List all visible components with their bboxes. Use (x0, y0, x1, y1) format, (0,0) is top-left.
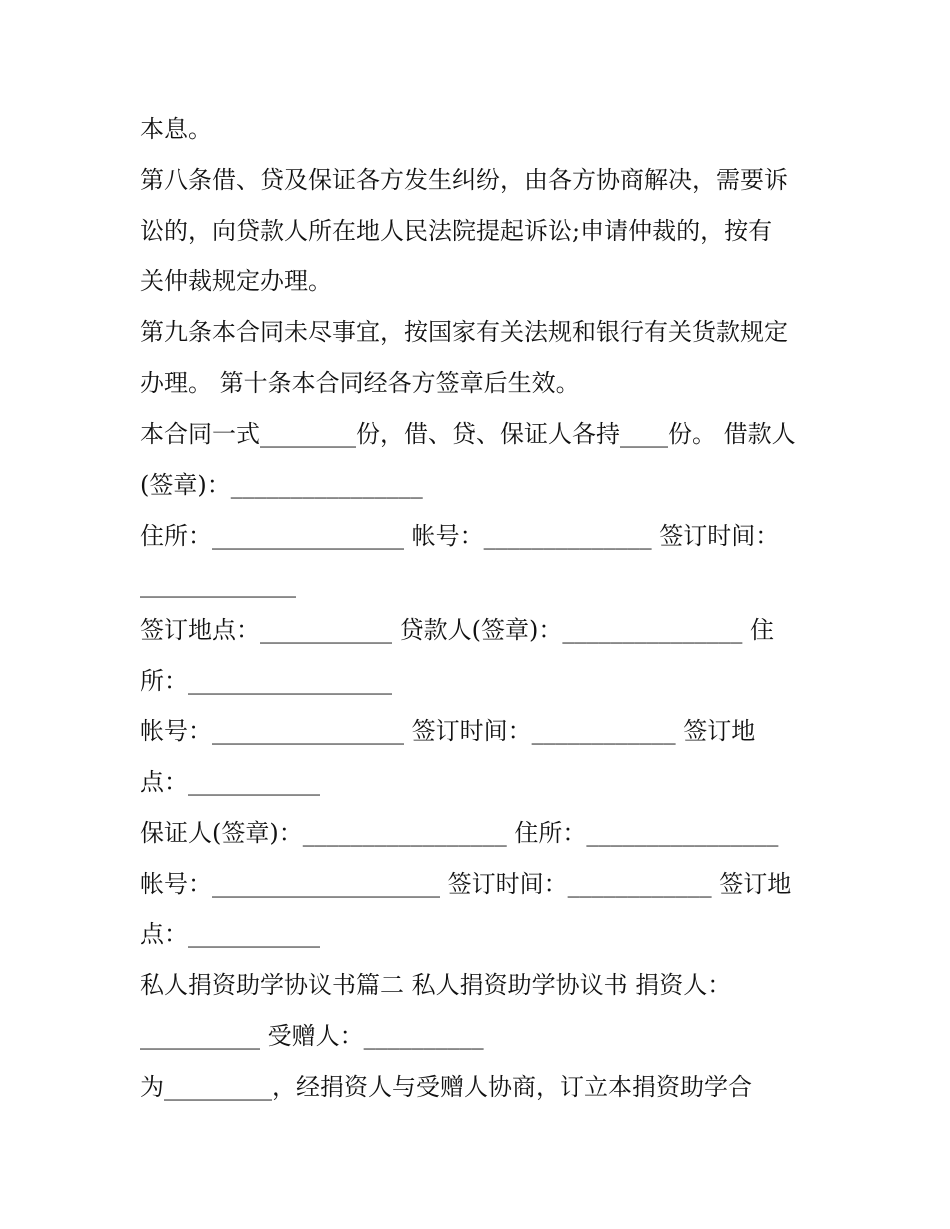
text-line: 本合同一式________份，借、贷、保证人各持____份。 借款人 (140, 420, 796, 448)
text-line: __________ 受赠人：__________ (140, 1022, 484, 1050)
text-line: 帐号：___________________ 签订时间：____________ 签订地 (140, 870, 792, 898)
text-line: (签章)：________________ (140, 471, 423, 499)
text-line: 签订地点：___________ 贷款人(签章)：_______________ 住 (140, 616, 774, 644)
text-line: 私人捐资助学协议书篇二 私人捐资助学协议书 捐资人： (140, 971, 732, 999)
text-line: 住所：________________ 帐号：______________ 签订时间： (140, 522, 780, 550)
text-line: 保证人(签章)：_________________ 住所：________________ (140, 819, 779, 847)
text-line: 关仲裁规定办理。 (140, 267, 332, 295)
text-line: 办理。 第十条本合同经各方签章后生效。 (140, 369, 580, 397)
text-line: 帐号：________________ 签订时间：____________ 签订地 (140, 717, 756, 745)
text-line: 点：___________ (140, 920, 320, 948)
text-line: 本息。 (140, 115, 212, 143)
text-line: 第八条借、贷及保证各方发生纠纷，由各方协商解决，需要诉 (140, 166, 788, 194)
text-line: 点：___________ (140, 768, 320, 796)
text-line: 第九条本合同未尽事宜，按国家有关法规和银行有关货款规定 (140, 318, 788, 346)
text-line: 为_________，经捐资人与受赠人协商，订立本捐资助学合 (140, 1073, 752, 1101)
text-line: _____________ (140, 570, 296, 598)
text-line: 所：_________________ (140, 667, 392, 695)
text-line: 讼的，向贷款人所在地人民法院提起诉讼;申请仲裁的，按有 (140, 217, 773, 245)
